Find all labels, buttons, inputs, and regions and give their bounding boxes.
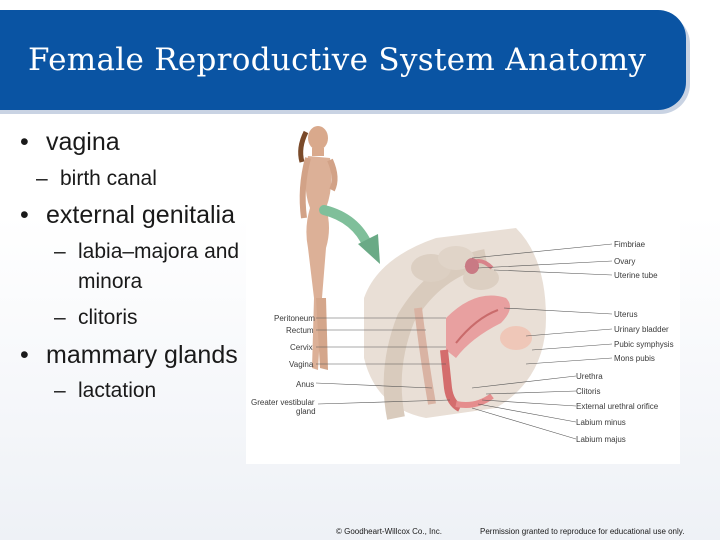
label-mons-pubis: Mons pubis — [614, 354, 655, 363]
pelvic-cross-section — [364, 228, 546, 418]
label-vagina: Vagina — [289, 360, 314, 369]
anatomy-figure — [246, 118, 680, 464]
bullet-dot: • — [20, 128, 29, 156]
sub-bullet-lactation — [54, 376, 156, 406]
bullet-external-genitalia — [20, 201, 235, 230]
bullet-dash: – — [36, 167, 48, 190]
footer-permission: Permission granted to reproduce for educational use only. — [480, 527, 685, 536]
sub-bullet-birth-canal — [36, 164, 157, 194]
bullet-mammary-glands — [20, 341, 238, 370]
label-peritoneum: Peritoneum — [274, 314, 315, 323]
label-urethra: Urethra — [576, 372, 603, 381]
bullet-dash: – — [54, 379, 66, 402]
bullet-dash: – — [54, 240, 66, 263]
bullet-text: mammary glands — [46, 341, 238, 369]
label-cervix: Cervix — [290, 343, 313, 352]
sub-bullet-text: labia–majora and — [78, 240, 240, 263]
bullet-dash: – — [54, 306, 66, 329]
label-fimbriae: Fimbriae — [614, 240, 646, 249]
label-clitoris: Clitoris — [576, 387, 601, 396]
sub-bullet-text: lactation — [78, 379, 157, 402]
label-uterus: Uterus — [614, 310, 638, 319]
label-labium-majus: Labium majus — [576, 435, 626, 444]
sub-bullet-text: clitoris — [78, 306, 138, 329]
bullet-text: external genitalia — [46, 201, 236, 229]
pointer-arrow — [324, 210, 380, 264]
label-pubic-symphysis: Pubic symphysis — [614, 340, 674, 349]
label-labium-minus: Labium minus — [576, 418, 626, 427]
bullet-text: vagina — [46, 128, 120, 156]
sub-bullet-labia — [54, 237, 239, 267]
label-greater-vestibular: Greater vestibular — [251, 398, 315, 407]
label-anus: Anus — [296, 380, 315, 389]
sub-bullet-text: minora — [78, 270, 143, 293]
footer-copyright: © Goodheart-Willcox Co., Inc. — [336, 527, 442, 536]
sub-bullet-clitoris — [54, 303, 138, 333]
bullet-dot: • — [20, 201, 29, 229]
sub-bullet-text: birth canal — [60, 167, 157, 190]
sub-bullet-labia-cont — [78, 267, 142, 297]
label-rectum: Rectum — [286, 326, 314, 335]
label-external-urethral-orifice: External urethral orifice — [576, 402, 659, 411]
label-ovary: Ovary — [614, 257, 636, 266]
label-uterine-tube: Uterine tube — [614, 271, 658, 280]
label-urinary-bladder: Urinary bladder — [614, 325, 669, 334]
bullet-vagina — [20, 128, 120, 157]
bullet-dot: • — [20, 341, 29, 369]
label-gland: gland — [296, 407, 316, 416]
slide-title: Female Reproductive System Anatomy — [28, 42, 647, 78]
